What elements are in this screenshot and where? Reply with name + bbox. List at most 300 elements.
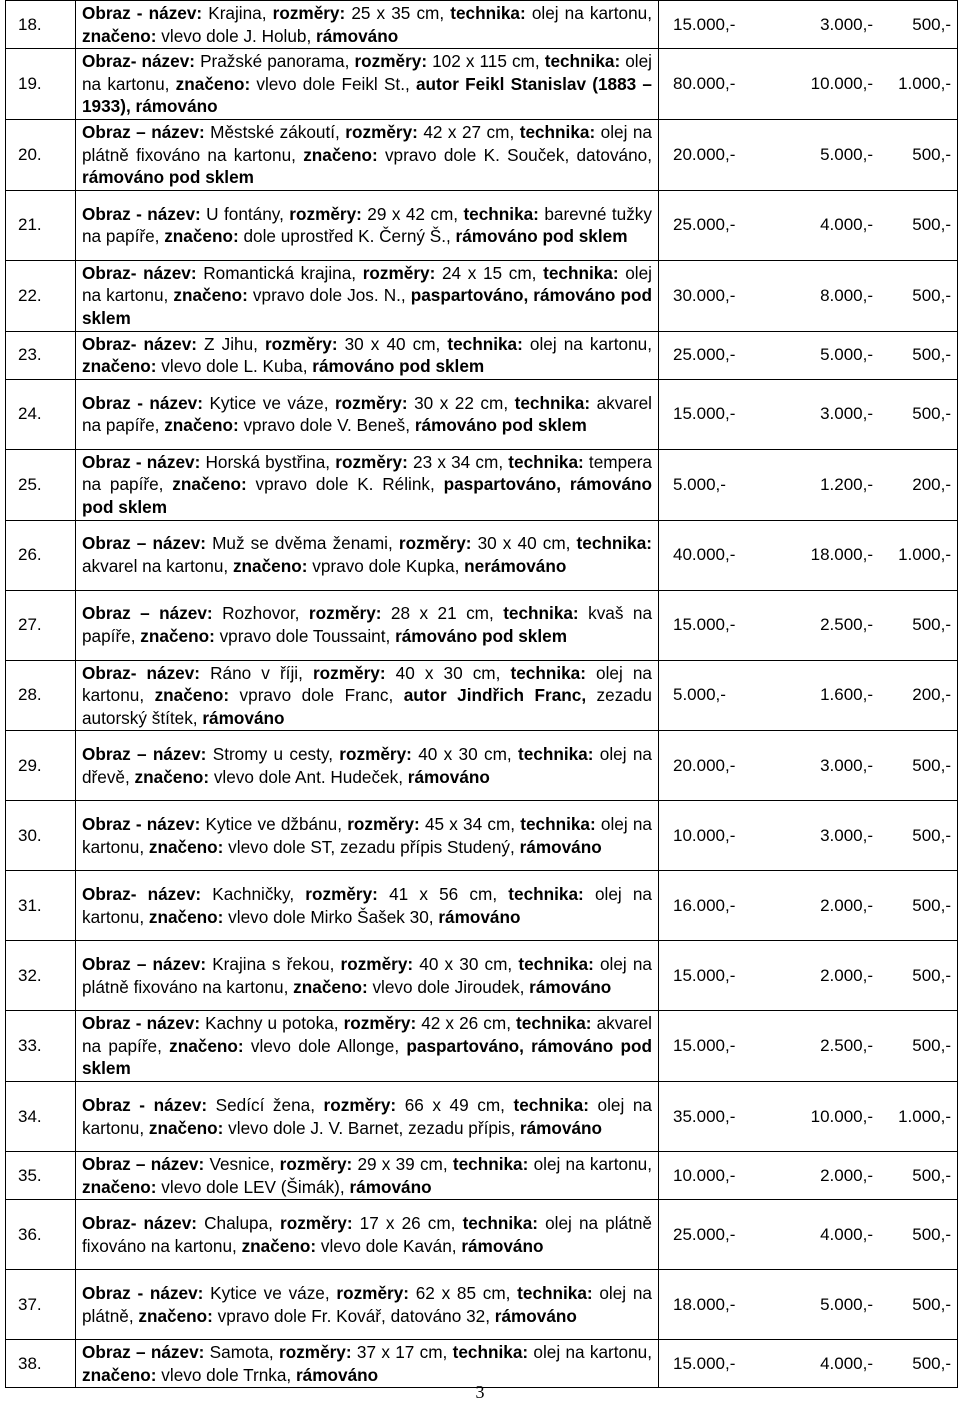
bid-increment: 200,- xyxy=(912,474,951,494)
description-text: vlevo dole Ant. Hudeček, xyxy=(209,766,408,787)
estimate-price: 15.000,- xyxy=(673,1353,736,1373)
estimate-price: 30.000,- xyxy=(673,285,736,305)
description-text: tempera na papíře, xyxy=(82,451,652,495)
description-label: Obraz – název: xyxy=(82,744,207,765)
lot-row xyxy=(6,731,958,801)
description-label: rozměry: xyxy=(339,744,412,765)
lot-description xyxy=(76,260,659,331)
bid-increment: 500,- xyxy=(912,825,951,845)
description-label: technika: xyxy=(517,1283,593,1304)
description-label: rámováno xyxy=(316,25,399,46)
estimate-price: 15.000,- xyxy=(673,965,736,985)
description-text: 30 x 40 cm, xyxy=(337,333,448,354)
starting-price: 3.000,- xyxy=(820,404,873,424)
lot-description xyxy=(76,331,659,379)
description-label: značeno: xyxy=(140,626,215,646)
description-label: technika: xyxy=(447,333,523,354)
description-label: značeno: xyxy=(175,73,251,94)
description-label: značeno: xyxy=(169,1035,244,1056)
estimate-price: 80.000,- xyxy=(673,74,736,94)
estimate-price: 15.000,- xyxy=(673,1036,736,1056)
bid-increment: 1.000,- xyxy=(898,545,951,564)
description-label: rámováno xyxy=(519,836,602,857)
description-text: olej na plátně fixováno na kartonu, xyxy=(82,954,652,997)
description-label: rámováno xyxy=(202,707,285,728)
description-text: vpravo dole Franc, xyxy=(229,685,404,706)
bid-increment: 500,- xyxy=(912,144,951,164)
description-label: rozměry: xyxy=(345,121,418,142)
description-text: Krajina, xyxy=(202,3,273,23)
description-text: 45 x 34 cm, xyxy=(419,814,521,835)
description-text: 40 x 30 cm, xyxy=(411,744,518,765)
lot-prices xyxy=(659,1200,958,1270)
bid-increment: 500,- xyxy=(912,965,951,985)
lot-number: 31. xyxy=(6,871,76,941)
description-text: 29 x 42 cm, xyxy=(361,203,464,224)
lot-row xyxy=(6,660,958,731)
description-text: vlevo dole Allonge, xyxy=(243,1035,407,1056)
lot-description xyxy=(76,660,659,731)
bid-increment: 500,- xyxy=(912,345,951,365)
description-label: rozměry: xyxy=(308,603,382,624)
lot-description xyxy=(76,520,659,590)
description-label: Obraz - název: xyxy=(82,1283,204,1304)
description-text: olej na kartonu, xyxy=(528,1342,652,1363)
lot-table-body xyxy=(6,1,958,1388)
lot-description xyxy=(76,1340,659,1388)
description-label: rozměry: xyxy=(354,51,428,72)
description-text: Stromy u cesty, xyxy=(206,744,340,765)
lot-number: 38. xyxy=(6,1340,76,1388)
description-text: kvaš na papíře, xyxy=(82,603,653,646)
description-label: rozměry: xyxy=(280,1213,353,1234)
description-text: olej na plátně fixováno na kartonu, xyxy=(82,1213,652,1256)
description-label: značeno: xyxy=(173,285,248,306)
description-label: značeno: xyxy=(82,356,157,377)
description-text: 30 x 40 cm, xyxy=(471,533,577,554)
description-text: Muž se dvěma ženami, xyxy=(205,533,399,554)
description-text: olej na dřevě, xyxy=(82,744,652,787)
bid-increment: 500,- xyxy=(912,1294,951,1314)
description-text: akvarel na papíře, xyxy=(82,1013,652,1056)
description-label: technika: xyxy=(463,203,539,224)
description-label: Obraz- název: xyxy=(82,333,197,354)
description-label: technika: xyxy=(576,533,652,554)
estimate-price: 5.000,- xyxy=(673,474,726,494)
description-label: Obraz - název: xyxy=(82,1013,201,1034)
lot-prices xyxy=(659,449,958,520)
lot-prices xyxy=(659,1011,958,1082)
description-label: Obraz - název: xyxy=(82,1094,208,1115)
lot-description xyxy=(76,379,659,449)
description-label: Obraz – název: xyxy=(82,954,207,975)
lot-row xyxy=(6,1,958,49)
description-text: 30 x 22 cm, xyxy=(407,392,515,413)
lot-number: 20. xyxy=(6,119,76,190)
description-label: Obraz- název: xyxy=(82,51,195,72)
lot-row xyxy=(6,190,958,260)
description-text: olej na plátně, xyxy=(82,1283,652,1326)
starting-price: 4.000,- xyxy=(820,215,873,235)
bid-increment: 500,- xyxy=(912,1165,951,1185)
description-text: Kachny u potoka, xyxy=(200,1013,344,1034)
description-text: 17 x 26 cm, xyxy=(352,1213,463,1234)
description-text: olej na kartonu, xyxy=(82,1094,652,1138)
lot-row xyxy=(6,1011,958,1082)
description-label: rozměry: xyxy=(334,392,408,413)
lot-row xyxy=(6,331,958,379)
lot-row xyxy=(6,449,958,520)
description-label: rozměry: xyxy=(272,3,346,23)
lot-row xyxy=(6,1200,958,1270)
description-label: značeno: xyxy=(148,906,224,927)
description-text: vpravo dole Fr. Kovář, datováno 32, xyxy=(212,1305,495,1326)
description-text: Ráno v říji, xyxy=(200,662,313,683)
estimate-price: 15.000,- xyxy=(673,14,736,34)
description-label: technika: xyxy=(519,121,596,142)
description-label: technika: xyxy=(514,392,591,413)
description-text: olej na plátně fixováno na kartonu, xyxy=(82,121,652,165)
estimate-price: 20.000,- xyxy=(673,755,736,775)
starting-price: 2.000,- xyxy=(820,1165,873,1185)
description-label: značeno: xyxy=(154,685,230,706)
description-label: značeno: xyxy=(303,144,378,165)
starting-price: 2.000,- xyxy=(820,965,873,985)
description-label: technika: xyxy=(462,1213,539,1234)
lot-prices xyxy=(659,1270,958,1340)
description-label: značeno: xyxy=(134,766,210,787)
description-label: značeno: xyxy=(82,25,157,46)
lot-row xyxy=(6,379,958,449)
lot-prices xyxy=(659,1152,958,1200)
lot-description xyxy=(76,119,659,190)
description-text: Kytice ve váze, xyxy=(203,1283,337,1304)
lot-number: 24. xyxy=(6,379,76,449)
description-label: značeno: xyxy=(241,1235,317,1256)
starting-price: 4.000,- xyxy=(820,1353,873,1373)
description-label: značeno: xyxy=(148,836,224,857)
bid-increment: 500,- xyxy=(912,14,951,34)
bid-increment: 500,- xyxy=(912,215,951,235)
lot-number: 25. xyxy=(6,449,76,520)
description-label: rámováno xyxy=(295,1364,379,1385)
description-label: rámováno xyxy=(494,1305,577,1326)
description-label: rámováno pod sklem xyxy=(414,415,587,436)
lot-description xyxy=(76,1011,659,1082)
description-label: značeno: xyxy=(164,415,239,436)
description-text: Romantická krajina, xyxy=(196,262,363,283)
description-text: 40 x 30 cm, xyxy=(385,662,511,683)
lot-number: 32. xyxy=(6,941,76,1011)
description-text: vlevo dole LEV (Šimák), xyxy=(156,1176,350,1197)
description-label: Obraz- název: xyxy=(82,1213,198,1234)
description-text: olej na kartonu, xyxy=(82,662,652,706)
description-label: Obraz – název: xyxy=(82,533,206,554)
lot-row xyxy=(6,1340,958,1388)
lot-number: 18. xyxy=(6,1,76,49)
description-text: akvarel na papíře, xyxy=(82,392,652,436)
description-text: vlevo dole Jiroudek, xyxy=(367,976,530,997)
description-label: rozměry: xyxy=(289,203,362,224)
description-text: Městské zákoutí, xyxy=(204,121,346,142)
lot-number: 28. xyxy=(6,660,76,731)
description-text: 23 x 34 cm, xyxy=(407,451,509,472)
description-label: technika: xyxy=(520,814,596,835)
starting-price: 1.200,- xyxy=(820,474,873,494)
description-text: vpravo dole Toussaint, xyxy=(214,626,396,646)
description-text: 102 x 115 cm, xyxy=(427,51,545,72)
description-label: rámováno pod sklem xyxy=(82,167,254,188)
description-label: rozměry: xyxy=(264,333,338,354)
description-label: technika: xyxy=(508,451,584,472)
description-text: 41 x 56 cm, xyxy=(377,884,509,905)
description-label: rozměry: xyxy=(279,1342,352,1363)
description-label: značeno: xyxy=(148,1117,224,1138)
lot-row xyxy=(6,1270,958,1340)
description-label: rozměry: xyxy=(305,884,378,905)
lot-prices xyxy=(659,379,958,449)
lot-row xyxy=(6,1152,958,1200)
description-text: olej na kartonu, xyxy=(82,262,653,306)
description-text: vlevo dole J. V. Barnet, zezadu přípis, xyxy=(223,1117,520,1138)
description-text: vlevo dole Mirko Šašek 30, xyxy=(223,906,439,927)
description-text: 40 x 30 cm, xyxy=(413,954,519,975)
starting-price: 3.000,- xyxy=(820,825,873,845)
description-label: rámováno pod sklem xyxy=(312,356,485,377)
description-text: Kytice ve džbánu, xyxy=(200,814,348,835)
estimate-price: 15.000,- xyxy=(673,615,736,634)
description-text: vpravo dole Kupka, xyxy=(307,556,465,576)
description-text: vlevo dole J. Holub, xyxy=(156,25,317,46)
lot-description xyxy=(76,1200,659,1270)
description-label: Obraz – název: xyxy=(82,1342,205,1363)
lot-description xyxy=(76,1152,659,1200)
lot-prices xyxy=(659,520,958,590)
description-label: technika: xyxy=(516,1013,592,1034)
lot-description xyxy=(76,49,659,120)
lot-row xyxy=(6,801,958,871)
description-text: vpravo dole Jos. N., xyxy=(247,285,411,306)
lot-description xyxy=(76,190,659,260)
description-label: technika: xyxy=(503,603,579,624)
lot-row xyxy=(6,1082,958,1152)
page-number: 3 xyxy=(475,1382,485,1402)
lot-prices xyxy=(659,1340,958,1388)
estimate-price: 16.000,- xyxy=(673,895,736,915)
bid-increment: 1.000,- xyxy=(898,74,951,94)
description-label: rámováno xyxy=(461,1235,544,1256)
description-text: vpravo dole K. Rélink, xyxy=(246,474,444,495)
description-text: 29 x 39 cm, xyxy=(352,1154,453,1175)
bid-increment: 200,- xyxy=(912,685,951,705)
description-label: autor Jindřich Franc, xyxy=(403,685,587,706)
lot-description xyxy=(76,731,659,801)
bid-increment: 500,- xyxy=(912,755,951,775)
bid-increment: 500,- xyxy=(912,895,951,915)
lot-prices xyxy=(659,731,958,801)
description-label: technika: xyxy=(544,51,621,72)
description-label: technika: xyxy=(450,3,526,23)
description-text: Kachničky, xyxy=(201,884,306,905)
description-text: vlevo dole L. Kuba, xyxy=(156,356,313,377)
lot-number: 19. xyxy=(6,49,76,120)
description-text: Horská bystřina, xyxy=(200,451,336,472)
bid-increment: 1.000,- xyxy=(898,1106,951,1126)
lot-description xyxy=(76,449,659,520)
description-label: Obraz - název: xyxy=(82,392,203,413)
description-label: technika: xyxy=(508,884,584,905)
description-text: vpravo dole K. Souček, datováno, xyxy=(377,144,652,165)
description-text: olej na kartonu, xyxy=(525,3,652,23)
description-label: rozměry: xyxy=(340,954,414,975)
estimate-price: 5.000,- xyxy=(673,685,726,705)
description-text: olej na kartonu, xyxy=(82,814,652,857)
description-text: U fontány, xyxy=(200,203,290,224)
description-text: Sedící žena, xyxy=(207,1094,324,1115)
lot-number: 27. xyxy=(6,590,76,660)
description-text: 28 x 21 cm, xyxy=(381,603,504,624)
description-text: dole uprostřed K. Černý Š., xyxy=(238,226,456,247)
lot-number: 29. xyxy=(6,731,76,801)
description-label: technika: xyxy=(513,1094,589,1115)
lot-prices xyxy=(659,590,958,660)
description-text: vpravo dole V. Beneš, xyxy=(238,415,415,436)
description-label: Obraz - název: xyxy=(82,203,201,224)
lot-description xyxy=(76,801,659,871)
description-label: rámováno xyxy=(407,766,490,787)
lot-description xyxy=(76,1082,659,1152)
description-text: vlevo dole ST, zezadu přípis Studený, xyxy=(223,836,520,857)
lot-row xyxy=(6,49,958,120)
estimate-price: 10.000,- xyxy=(673,1165,736,1185)
description-label: rámováno pod sklem xyxy=(455,226,628,247)
lot-number: 33. xyxy=(6,1011,76,1082)
description-label: rámováno pod sklem xyxy=(395,626,567,646)
estimate-price: 20.000,- xyxy=(673,144,736,164)
description-label: rámováno xyxy=(349,1176,432,1197)
description-label: Obraz – název: xyxy=(82,603,213,624)
lot-row xyxy=(6,941,958,1011)
description-label: rozměry: xyxy=(343,1013,417,1034)
description-text: Chalupa, xyxy=(197,1213,280,1234)
description-text: vlevo dole Feikl St., xyxy=(250,73,416,94)
description-text: Vesnice, xyxy=(204,1154,280,1175)
bid-increment: 500,- xyxy=(912,285,951,305)
lot-number: 30. xyxy=(6,801,76,871)
description-label: rámováno xyxy=(519,1117,603,1138)
description-label: Obraz – název: xyxy=(82,1154,205,1175)
starting-price: 3.000,- xyxy=(820,14,873,34)
description-label: technika: xyxy=(518,954,594,975)
description-label: Obraz - název: xyxy=(82,3,203,23)
description-text: barevné tužky na papíře, xyxy=(82,203,652,247)
starting-price: 10.000,- xyxy=(810,1106,873,1126)
description-label: Obraz – název: xyxy=(82,121,205,142)
starting-price: 4.000,- xyxy=(820,1224,873,1244)
description-label: rozměry: xyxy=(347,814,420,835)
description-label: značeno: xyxy=(164,226,239,247)
starting-price: 8.000,- xyxy=(820,285,873,305)
description-label: rozměry: xyxy=(336,1283,409,1304)
description-label: Obraz- název: xyxy=(82,662,201,683)
description-label: technika: xyxy=(452,1342,529,1363)
estimate-price: 35.000,- xyxy=(673,1106,736,1126)
lot-number: 22. xyxy=(6,260,76,331)
starting-price: 5.000,- xyxy=(820,144,873,164)
starting-price: 2.500,- xyxy=(820,1036,873,1056)
description-label: rozměry: xyxy=(362,262,436,283)
lot-prices xyxy=(659,190,958,260)
description-text: 42 x 27 cm, xyxy=(417,121,520,142)
starting-price: 3.000,- xyxy=(820,755,873,775)
description-label: rozměry: xyxy=(279,1154,353,1175)
starting-price: 2.500,- xyxy=(820,615,873,634)
description-label: paspartováno, rámováno pod sklem xyxy=(82,285,652,328)
description-text: Rozhovor, xyxy=(212,603,309,624)
lot-prices xyxy=(659,941,958,1011)
estimate-price: 25.000,- xyxy=(673,345,736,365)
lot-number: 21. xyxy=(6,190,76,260)
lot-description xyxy=(76,941,659,1011)
lot-description xyxy=(76,1,659,49)
description-label: paspartováno, rámováno pod sklem xyxy=(82,1035,652,1079)
estimate-price: 10.000,- xyxy=(673,825,736,845)
description-label: technika: xyxy=(510,662,586,683)
description-text: 42 x 26 cm, xyxy=(416,1013,517,1034)
auction-lot-table xyxy=(5,0,958,1388)
lot-prices xyxy=(659,331,958,379)
lot-row xyxy=(6,871,958,941)
lot-prices xyxy=(659,801,958,871)
description-text: 37 x 17 cm, xyxy=(351,1342,453,1363)
description-text: Samota, xyxy=(204,1342,279,1363)
description-label: rozměry: xyxy=(312,662,386,683)
description-label: paspartováno, rámováno pod sklem xyxy=(82,474,652,517)
estimate-price: 15.000,- xyxy=(673,404,736,424)
bid-increment: 500,- xyxy=(912,615,951,634)
description-text: 66 x 49 cm, xyxy=(396,1094,514,1115)
starting-price: 5.000,- xyxy=(820,345,873,365)
estimate-price: 40.000,- xyxy=(673,545,736,564)
description-label: rozměry: xyxy=(398,533,472,554)
lot-number: 23. xyxy=(6,331,76,379)
description-text: akvarel na kartonu, xyxy=(82,556,233,576)
lot-description xyxy=(76,590,659,660)
description-text: Krajina s řekou, xyxy=(206,954,341,975)
description-text: 62 x 85 cm, xyxy=(408,1283,518,1304)
lot-row xyxy=(6,520,958,590)
lot-prices xyxy=(659,119,958,190)
description-text: vlevo dole Kaván, xyxy=(316,1235,462,1256)
bid-increment: 500,- xyxy=(912,1036,951,1056)
description-label: značeno: xyxy=(232,556,308,576)
description-text: Kytice ve váze, xyxy=(202,392,335,413)
lot-prices xyxy=(659,871,958,941)
lot-number: 37. xyxy=(6,1270,76,1340)
description-label: značeno: xyxy=(138,1305,213,1326)
estimate-price: 18.000,- xyxy=(673,1294,736,1314)
starting-price: 2.000,- xyxy=(820,895,873,915)
description-text: vlevo dole Trnka, xyxy=(156,1364,296,1385)
lot-prices xyxy=(659,49,958,120)
description-label: technika: xyxy=(543,262,619,283)
description-label: rámováno xyxy=(529,976,612,997)
description-label: značeno: xyxy=(82,1364,157,1385)
description-label: Obraz - název: xyxy=(82,451,201,472)
description-label: značeno: xyxy=(293,976,368,997)
bid-increment: 500,- xyxy=(912,1224,951,1244)
lot-description xyxy=(76,1270,659,1340)
